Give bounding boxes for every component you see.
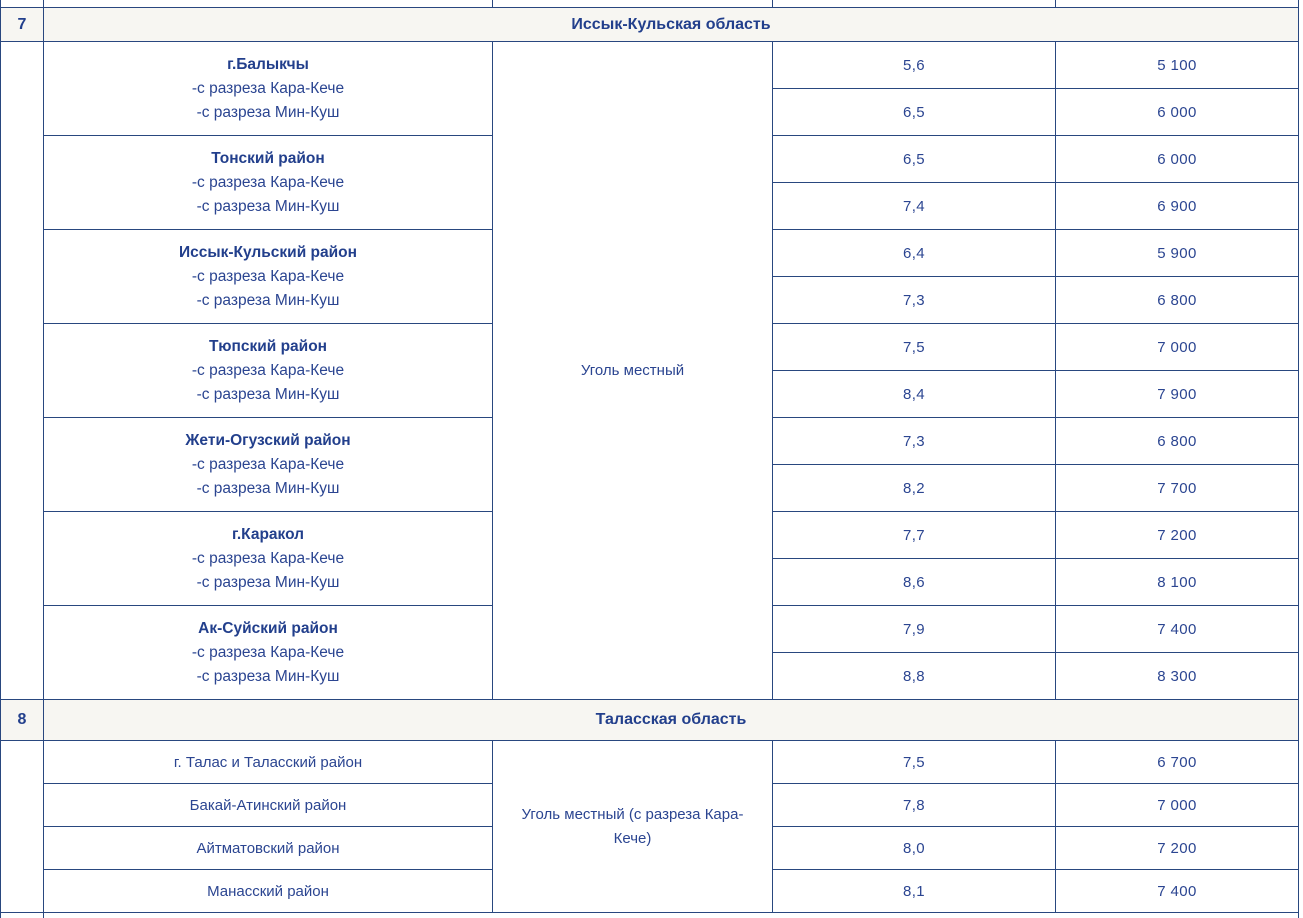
tariff-cell: 7,5 xyxy=(773,324,1056,371)
price-cell: 6 900 xyxy=(1056,183,1299,230)
tariff-cell: 7,3 xyxy=(773,418,1056,465)
section-number-spacer xyxy=(1,741,44,913)
fuel-type-label: Уголь местный xyxy=(507,359,759,383)
tariff-cell: 8,6 xyxy=(773,559,1056,606)
section-number-spacer xyxy=(1,42,44,700)
table-row xyxy=(1,913,1299,918)
district-cell xyxy=(44,418,493,512)
district-cell: Манасский район xyxy=(44,870,493,913)
price-cell: 6 700 xyxy=(1056,741,1299,784)
price-cell: 6 000 xyxy=(1056,89,1299,136)
price-cell: 7 000 xyxy=(1056,324,1299,371)
partial-cell xyxy=(1,0,44,8)
partial-cell xyxy=(1056,0,1299,8)
district-name: г.Каракол xyxy=(48,523,488,547)
table-row xyxy=(1,0,1299,8)
tariff-cell: 7,9 xyxy=(773,606,1056,653)
price-cell: 5 900 xyxy=(1056,230,1299,277)
tariff-cell: 7,8 xyxy=(773,784,1056,827)
tariff-cell: 7,3 xyxy=(773,277,1056,324)
partial-cell xyxy=(44,913,1299,918)
tariff-cell: 8,0 xyxy=(773,827,1056,870)
district-name: г.Балыкчы xyxy=(48,53,488,77)
tariff-cell: 6,5 xyxy=(773,89,1056,136)
table-row xyxy=(1,8,1299,42)
tariff-cell: 8,1 xyxy=(773,870,1056,913)
tariff-cell: 7,4 xyxy=(773,183,1056,230)
district-name: Иссык-Кульский район xyxy=(48,241,488,265)
tariff-cell: 7,7 xyxy=(773,512,1056,559)
district-name: Ак-Суйский район xyxy=(48,617,488,641)
price-cell: 7 000 xyxy=(1056,784,1299,827)
table-row xyxy=(1,741,1299,784)
district-source: -с разреза Кара-Кече xyxy=(48,359,488,383)
district-cell xyxy=(44,606,493,700)
partial-cell xyxy=(773,0,1056,8)
district-source: -с разреза Кара-Кече xyxy=(48,547,488,571)
tariff-cell: 8,4 xyxy=(773,371,1056,418)
district-name: Тонский район xyxy=(48,147,488,171)
tariff-cell: 7,5 xyxy=(773,741,1056,784)
district-name: Жети-Огузский район xyxy=(48,429,488,453)
price-cell: 6 800 xyxy=(1056,418,1299,465)
district-source: -с разреза Кара-Кече xyxy=(48,265,488,289)
price-cell: 6 800 xyxy=(1056,277,1299,324)
tariff-cell: 8,8 xyxy=(773,653,1056,700)
district-source: -с разреза Мин-Куш xyxy=(48,195,488,219)
district-cell xyxy=(44,324,493,418)
price-cell: 7 200 xyxy=(1056,827,1299,870)
district-source: -с разреза Мин-Куш xyxy=(48,101,488,125)
section-number: 8 xyxy=(1,700,44,741)
district-source: -с разреза Кара-Кече xyxy=(48,171,488,195)
district-name: Тюпский район xyxy=(48,335,488,359)
price-cell: 5 100 xyxy=(1056,42,1299,89)
district-cell xyxy=(44,512,493,606)
tariff-cell: 6,5 xyxy=(773,136,1056,183)
district-source: -с разреза Кара-Кече xyxy=(48,641,488,665)
partial-cell xyxy=(44,0,493,8)
tariff-cell: 6,4 xyxy=(773,230,1056,277)
partial-cell xyxy=(1,913,44,918)
district-cell xyxy=(44,42,493,136)
price-cell: 6 000 xyxy=(1056,136,1299,183)
district-cell: г. Талас и Таласский район xyxy=(44,741,493,784)
district-cell: Бакай-Атинский район xyxy=(44,784,493,827)
table-row xyxy=(1,42,1299,89)
price-cell: 7 400 xyxy=(1056,870,1299,913)
fuel-type-label: Уголь местный (с разреза Кара-Кече) xyxy=(507,803,759,851)
section-title: Иссык-Кульская область xyxy=(44,8,1299,42)
district-cell xyxy=(44,230,493,324)
price-cell: 7 900 xyxy=(1056,371,1299,418)
district-source: -с разреза Кара-Кече xyxy=(48,77,488,101)
tariff-cell: 8,2 xyxy=(773,465,1056,512)
partial-cell xyxy=(493,0,773,8)
price-cell: 8 300 xyxy=(1056,653,1299,700)
price-cell: 7 200 xyxy=(1056,512,1299,559)
district-source: -с разреза Мин-Куш xyxy=(48,383,488,407)
district-source: -с разреза Кара-Кече xyxy=(48,453,488,477)
fuel-type-cell xyxy=(493,741,773,913)
district-source: -с разреза Мин-Куш xyxy=(48,571,488,595)
price-cell: 7 700 xyxy=(1056,465,1299,512)
section-number: 7 xyxy=(1,8,44,42)
price-cell: 7 400 xyxy=(1056,606,1299,653)
district-source: -с разреза Мин-Куш xyxy=(48,665,488,689)
tariff-cell: 5,6 xyxy=(773,42,1056,89)
table-row xyxy=(1,700,1299,741)
district-source: -с разреза Мин-Куш xyxy=(48,477,488,501)
fuel-type-cell xyxy=(493,42,773,700)
price-cell: 8 100 xyxy=(1056,559,1299,606)
section-title: Таласская область xyxy=(44,700,1299,741)
district-cell xyxy=(44,136,493,230)
district-cell: Айтматовский район xyxy=(44,827,493,870)
district-source: -с разреза Мин-Куш xyxy=(48,289,488,313)
